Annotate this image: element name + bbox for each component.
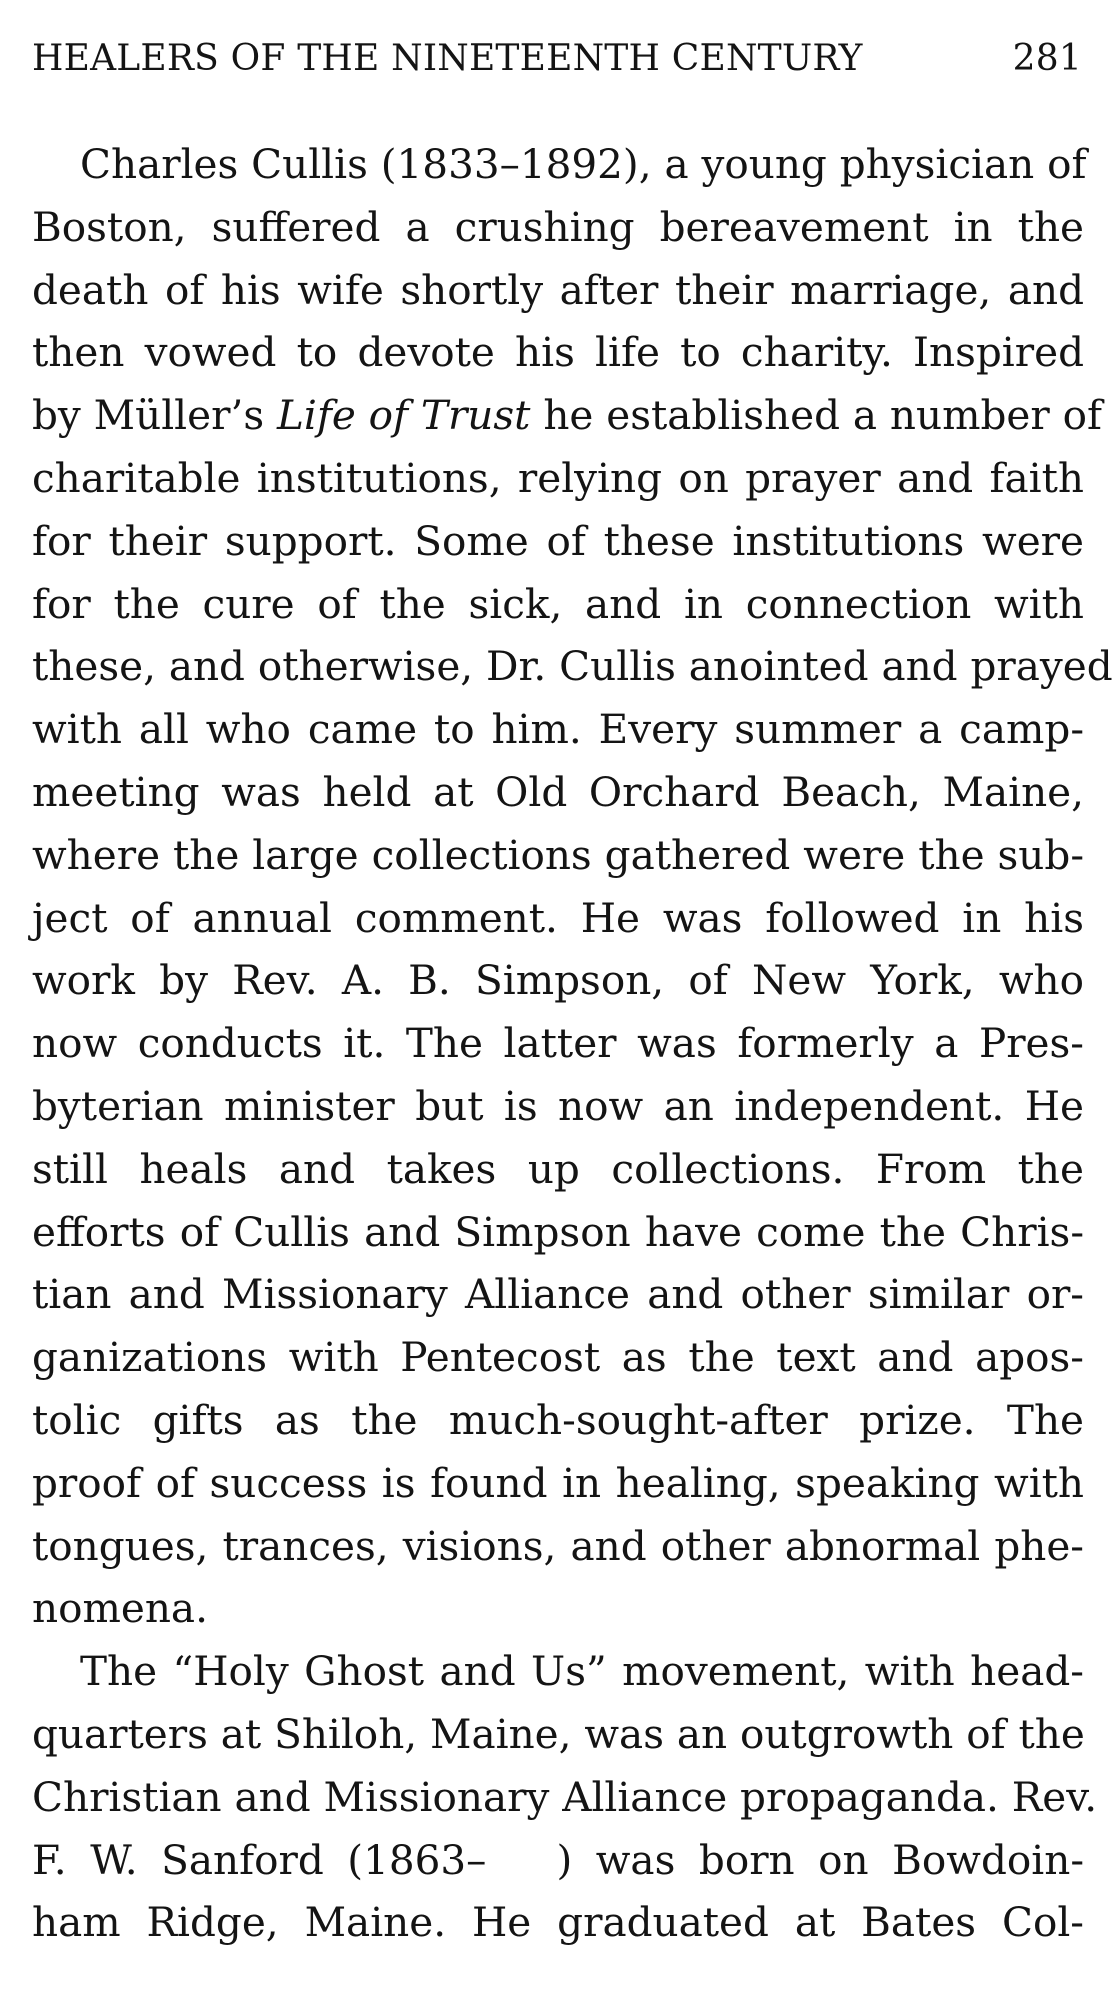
- text-line: The “Holy Ghost and Us” movement, with head-: [80, 1647, 1084, 1696]
- text-line: [32, 384, 1102, 447]
- text-line: tolic gifts as the much-sought-after prize. The: [32, 1395, 1084, 1444]
- running-title: HEALERS OF THE NINETEENTH CENTURY: [32, 38, 863, 79]
- text-run: by Müller’s: [32, 391, 277, 440]
- text-run: F. W. Sanford (1863–: [32, 1835, 487, 1884]
- text-run: he established a number of: [530, 391, 1102, 440]
- paragraph: [32, 133, 1113, 1640]
- text-line: quarters at Shiloh, Maine, was an outgrowth of the: [32, 1709, 1085, 1758]
- text-line: then vowed to devote his life to charity. Inspired: [32, 328, 1084, 377]
- text-line: ganizations with Pentecost as the text and apos-: [32, 1333, 1084, 1382]
- text-line: work by Rev. A. B. Simpson, of New York, who: [32, 956, 1084, 1005]
- text-line: efforts of Cullis and Simpson have come the Chris-: [32, 1207, 1084, 1256]
- text-run: ) was born on Bowdoin-: [556, 1835, 1085, 1884]
- running-header: [32, 38, 1082, 90]
- text-line: meeting was held at Old Orchard Beach, Maine,: [32, 767, 1084, 816]
- text-line: ham Ridge, Maine. He graduated at Bates Col-: [32, 1898, 1084, 1947]
- text-line: tongues, trances, visions, and other abnormal phe-: [32, 1521, 1084, 1570]
- text-line: still heals and takes up collections. From the: [32, 1144, 1084, 1193]
- text-line: nomena.: [32, 1584, 208, 1633]
- text-line: ject of annual comment. He was followed in his: [32, 893, 1084, 942]
- text-line: Christian and Missionary Alliance propaganda. Rev.: [32, 1772, 1098, 1821]
- text-line: with all who came to him. Every summer a camp-: [32, 705, 1084, 754]
- text-line: Charles Cullis (1833–1892), a young physician of: [80, 140, 1087, 188]
- text-line: tian and Missionary Alliance and other similar or-: [32, 1270, 1084, 1319]
- text-line: where the large collections gathered were the sub-: [32, 830, 1084, 879]
- page-body: [32, 133, 1113, 1954]
- text-line: death of his wife shortly after their marriage, and: [32, 265, 1084, 314]
- text-line: for their support. Some of these institutions were: [32, 516, 1084, 565]
- text-line: byterian minister but is now an independent. He: [32, 1081, 1084, 1130]
- text-line: Boston, suffered a crushing bereavement in the: [32, 202, 1084, 251]
- text-line: charitable institutions, relying on prayer and faith: [32, 453, 1084, 502]
- text-line: for the cure of the sick, and in connection with: [32, 579, 1084, 628]
- text-line: these, and otherwise, Dr. Cullis anointed and prayed: [32, 642, 1113, 691]
- page-number: 281: [1012, 38, 1082, 79]
- text-line: now conducts it. The latter was formerly a Pres-: [32, 1019, 1084, 1068]
- book-title-italic: Life of Trust: [277, 391, 531, 440]
- paragraph: [32, 1640, 1098, 1954]
- text-line: proof of success is found in healing, speaking with: [32, 1458, 1084, 1507]
- text-line: [32, 1829, 1084, 1892]
